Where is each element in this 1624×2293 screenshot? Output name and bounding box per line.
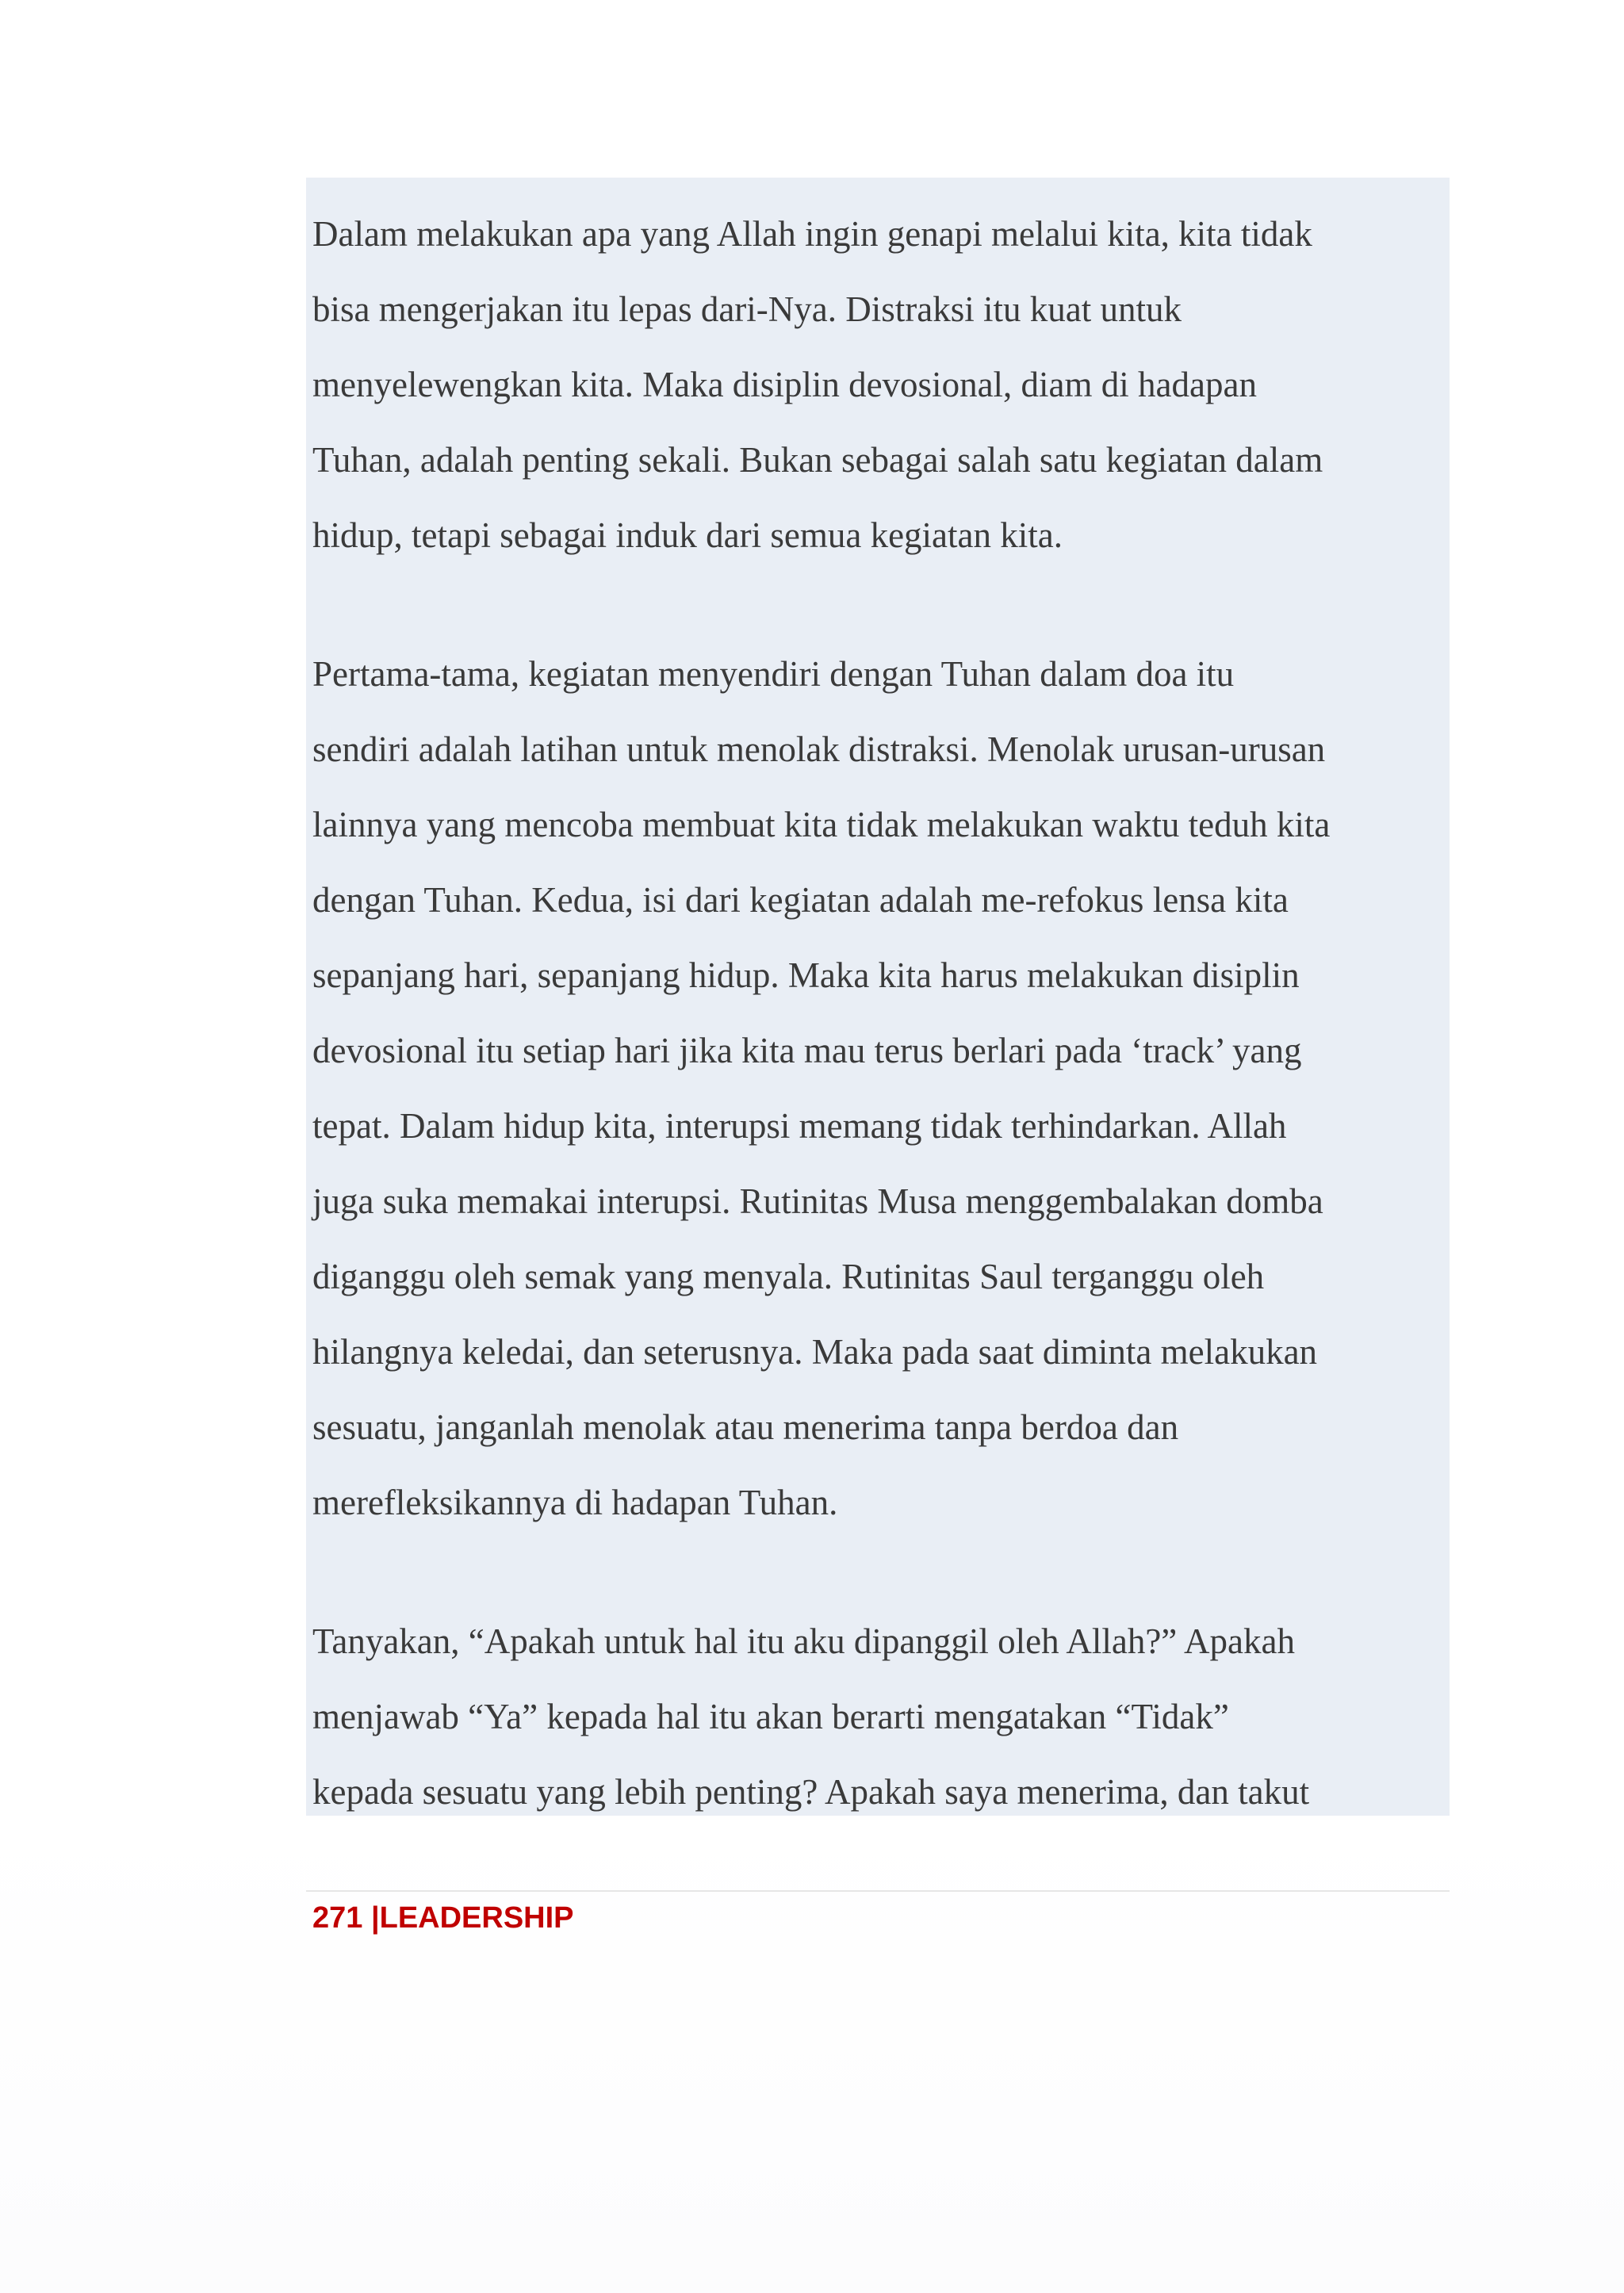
text-line: lainnya yang mencoba membuat kita tidak melakukan waktu teduh kita: [312, 805, 1331, 844]
footer-separator: |: [362, 1901, 380, 1935]
text-line: bisa mengerjakan itu lepas dari-Nya. Distraksi itu kuat untuk: [312, 289, 1182, 329]
text-line: menyelewengkan kita. Maka disiplin devosional, diam di hadapan: [312, 365, 1257, 404]
page-number: 271: [312, 1901, 363, 1935]
body-text-box: [306, 178, 1450, 1816]
footer-section-title: LEADERSHIP: [379, 1901, 574, 1935]
text-line: juga suka memakai interupsi. Rutinitas Musa menggembalakan domba: [312, 1181, 1323, 1221]
text-line: dengan Tuhan. Kedua, isi dari kegiatan adalah me-refokus lensa kita: [312, 880, 1289, 920]
text-line: Dalam melakukan apa yang Allah ingin genapi melalui kita, kita tidak: [312, 214, 1312, 254]
text-line: kepada sesuatu yang lebih penting? Apakah saya menerima, dan takut: [312, 1772, 1310, 1812]
footer-divider: [306, 1890, 1450, 1892]
page-footer: [312, 1897, 574, 1939]
text-line: hilangnya keledai, dan seterusnya. Maka pada saat diminta melakukan: [312, 1332, 1318, 1372]
text-line: merefleksikannya di hadapan Tuhan.: [312, 1483, 838, 1522]
text-line: hidup, tetapi sebagai induk dari semua kegiatan kita.: [312, 515, 1063, 555]
text-line: Tuhan, adalah penting sekali. Bukan sebagai salah satu kegiatan dalam: [312, 440, 1323, 480]
text-line: sendiri adalah latihan untuk menolak distraksi. Menolak urusan-urusan: [312, 729, 1326, 769]
text-line: sesuatu, janganlah menolak atau menerima tanpa berdoa dan: [312, 1407, 1179, 1447]
paragraph-2: [312, 637, 1450, 1541]
paragraph-1: [312, 197, 1450, 573]
text-line: tepat. Dalam hidup kita, interupsi memang tidak terhindarkan. Allah: [312, 1106, 1287, 1146]
page-background-tint: [0, 1816, 1624, 2293]
paragraph-3: [312, 1604, 1450, 1830]
text-line: sepanjang hari, sepanjang hidup. Maka kita harus melakukan disiplin: [312, 955, 1300, 995]
text-line: diganggu oleh semak yang menyala. Rutinitas Saul terganggu oleh: [312, 1257, 1265, 1296]
text-line: Pertama-tama, kegiatan menyendiri dengan Tuhan dalam doa itu: [312, 654, 1235, 694]
text-line: menjawab “Ya” kepada hal itu akan berarti mengatakan “Tidak”: [312, 1697, 1229, 1736]
text-line: Tanyakan, “Apakah untuk hal itu aku dipanggil oleh Allah?” Apakah: [312, 1621, 1295, 1661]
text-line: devosional itu setiap hari jika kita mau terus berlari pada ‘track’ yang: [312, 1031, 1302, 1070]
